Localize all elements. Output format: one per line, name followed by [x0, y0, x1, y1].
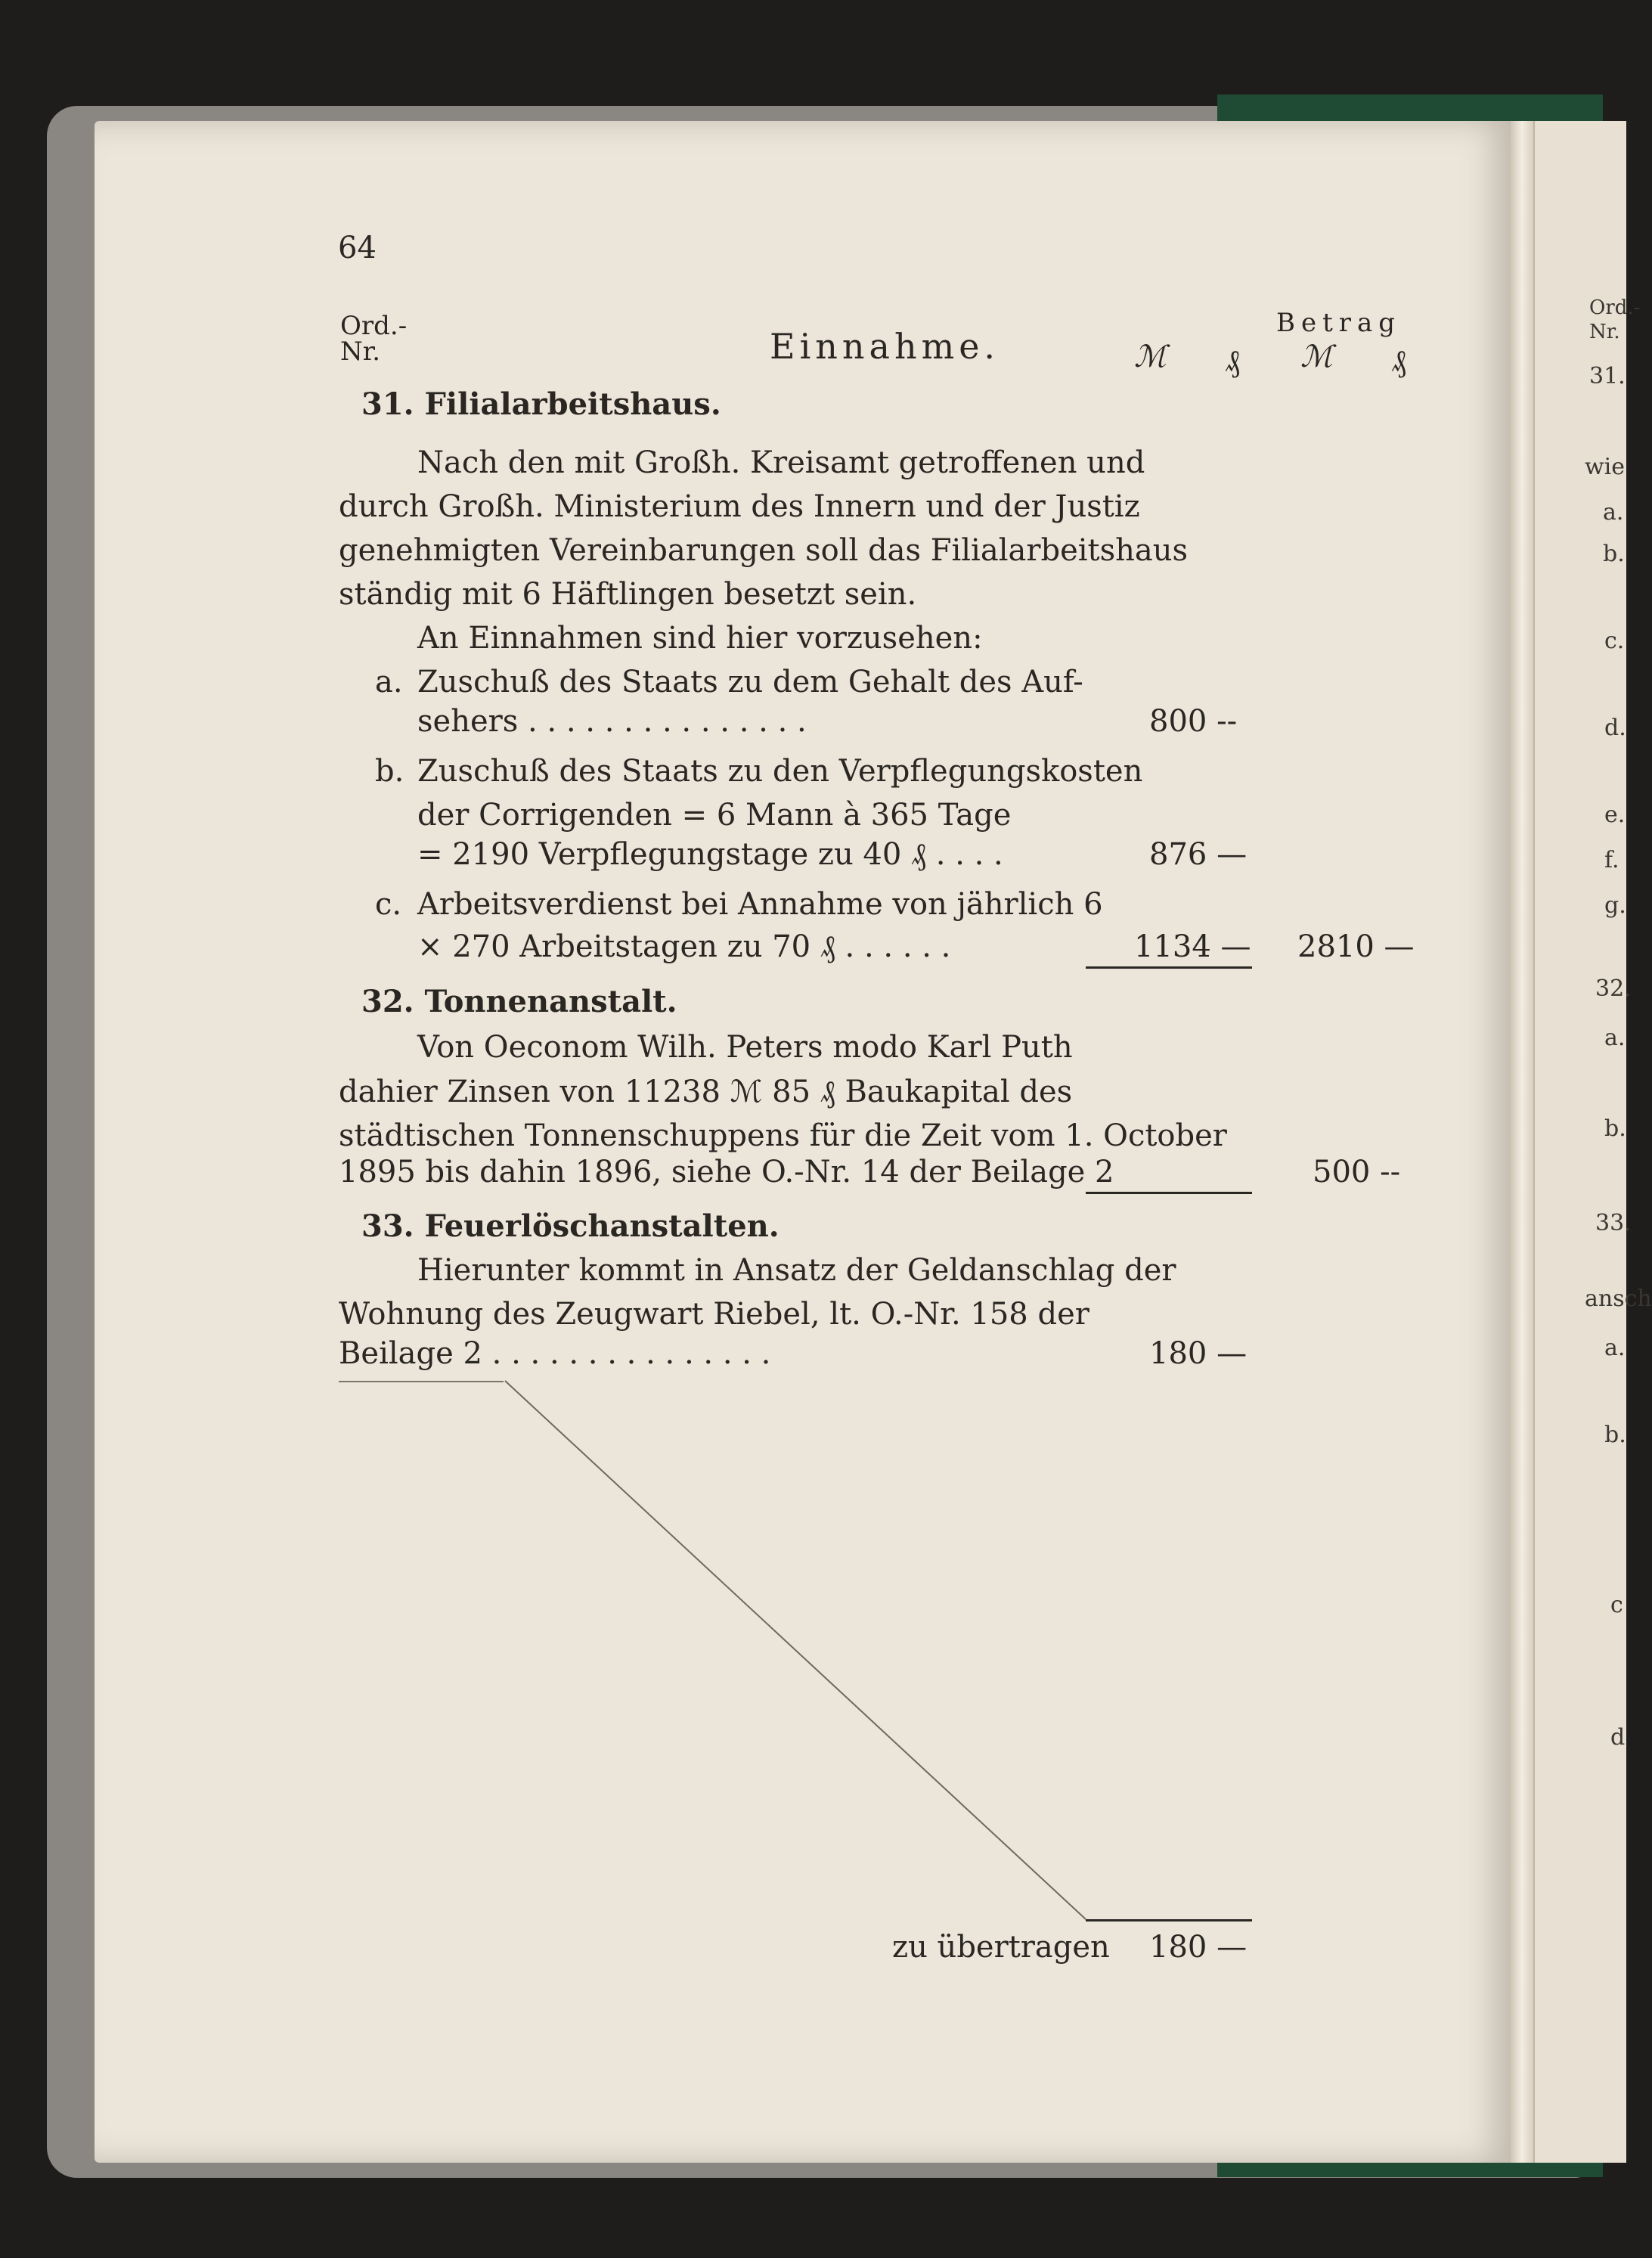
right-frag: wie [1585, 454, 1626, 480]
right-frag: b. [1603, 541, 1625, 567]
right-frag: b. [1604, 1422, 1626, 1448]
s31-item-a-label: a. [375, 665, 403, 699]
right-frag: d. [1604, 715, 1626, 741]
betrag-header: Betrag [1276, 308, 1402, 338]
page-number: 64 [338, 231, 377, 265]
s33-amount: 180 — [1149, 1336, 1248, 1371]
right-frag: e. [1604, 802, 1626, 828]
mark-symbol-col1: ℳ [1134, 340, 1167, 374]
right-frag: g. [1604, 892, 1626, 919]
right-frag: Nr. [1589, 321, 1620, 343]
s32-total: 500 -- [1313, 1155, 1401, 1189]
s31-item-b-line: Zuschuß des Staats zu den Verpflegungskosten [417, 754, 1143, 789]
s31-item-b-line: = 2190 Verpflegungstage zu 40 ₰ . . . . [417, 837, 1003, 872]
right-frag: 33. [1595, 1210, 1632, 1236]
page-title: Einnahme. [770, 326, 1000, 367]
carry-amount: 180 — [1149, 1930, 1248, 1965]
s31-para-line: ständig mit 6 Häftlingen besetzt sein. [339, 577, 917, 612]
s33-para-line: Beilage 2 . . . . . . . . . . . . . . . [339, 1336, 771, 1371]
s33-para-line: Hierunter kommt in Ansatz der Geldanschlag der [417, 1253, 1176, 1288]
right-frag: 31. [1589, 363, 1626, 389]
section-32-heading: 32. Tonnenanstalt. [361, 984, 677, 1019]
section-31-heading: 31. Filialarbeitshaus. [361, 386, 721, 422]
s31-item-a-line: sehers . . . . . . . . . . . . . . . [417, 704, 807, 739]
right-frag: d [1610, 1724, 1626, 1751]
s32-para-line: dahier Zinsen von 11238 ℳ 85 ₰ Baukapital des [339, 1075, 1073, 1109]
s32-para-line: Von Oeconom Wilh. Peters modo Karl Puth [417, 1030, 1073, 1065]
s31-item-b-amount: 876 — [1149, 837, 1248, 872]
s32-para-line: städtischen Tonnenschuppens für die Zeit vom 1. October [339, 1118, 1227, 1153]
right-frag: Ord.- [1589, 296, 1641, 319]
right-frag: c. [1604, 628, 1625, 654]
s31-item-b-line: der Corrigenden = 6 Mann à 365 Tage [417, 798, 1012, 833]
s31-para-line: genehmigten Vereinbarungen soll das Filialarbeitshaus [339, 533, 1189, 568]
ord-header-line2: Nr. [340, 337, 381, 367]
carry-label: zu übertragen [892, 1930, 1110, 1965]
ord-header-line1: Ord.- [340, 311, 408, 341]
s31-intro: An Einnahmen sind hier vorzusehen: [417, 621, 983, 656]
right-frag: c [1610, 1592, 1623, 1618]
s31-para-line: durch Großh. Ministerium des Innern und der Justiz [339, 489, 1140, 524]
pfennig-symbol-col1: ₰ [1225, 344, 1240, 379]
s33-para-line: Wohnung des Zeugwart Riebel, lt. O.-Nr. 158 der [339, 1297, 1089, 1332]
s31-item-c-amount: 1134 — [1134, 929, 1251, 964]
s31-total: 2810 — [1297, 929, 1415, 964]
right-frag: a. [1604, 1025, 1626, 1051]
s32-para-line: 1895 bis dahin 1896, siehe O.-Nr. 14 der Beilage 2 [339, 1155, 1114, 1189]
right-frag: 32. [1595, 975, 1632, 1002]
s31-item-c-label: c. [375, 887, 402, 922]
s31-item-b-label: b. [375, 754, 404, 789]
s31-para-line: Nach den mit Großh. Kreisamt getroffenen und [417, 445, 1145, 480]
s31-item-c-line: × 270 Arbeitstagen zu 70 ₰ . . . . . . [417, 929, 951, 964]
s31-item-a-line: Zuschuß des Staats zu dem Gehalt des Auf- [417, 665, 1083, 699]
right-frag: f. [1604, 847, 1619, 873]
carry-rule [1086, 1919, 1252, 1921]
mark-symbol-col2: ℳ [1300, 340, 1333, 374]
s31-item-c-line: Arbeitsverdienst bei Annahme von jährlich 6 [417, 887, 1103, 922]
right-frag: b. [1604, 1115, 1626, 1142]
right-frag: ansch [1585, 1286, 1652, 1312]
pfennig-symbol-col2: ₰ [1391, 344, 1406, 379]
s31-item-a-amount: 800 -- [1149, 704, 1238, 739]
right-frag: a. [1603, 499, 1624, 526]
right-frag: a. [1604, 1335, 1626, 1361]
section-33-heading: 33. Feuerlöschanstalten. [361, 1208, 780, 1244]
